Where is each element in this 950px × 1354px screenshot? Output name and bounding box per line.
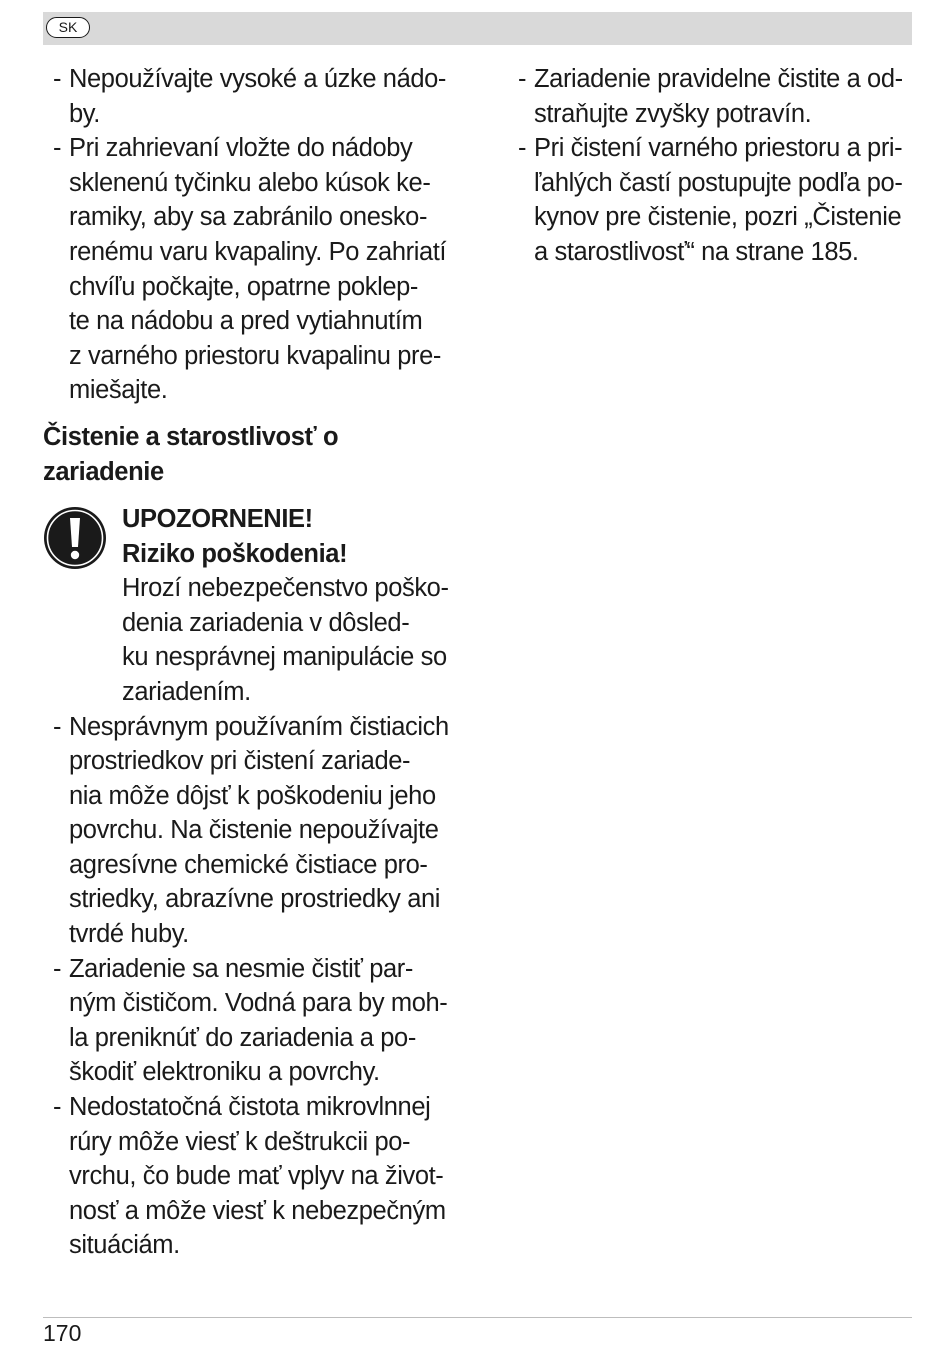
warning-notice: UPOZORNENIE! Riziko poškodenia! Hrozí nebezpečenstvo poško- denia zariadenia v dôsled- ku nesprávnej manipulácie so zariadením. [43, 502, 463, 710]
left-column [43, 62, 463, 1263]
list-item: - Pri čistení varného priestoru a pri- ľahlých častí postupujte podľa po- kynov pre čistenie, pozri „Čistenie a starostlivosť“ na strane 185. [518, 134, 903, 266]
list-item: - Zariadenie sa nesmie čistiť par- ným čističom. Vodná para by moh- la preniknúť do zariadenia a po- škodiť elektroniku a povrchy. [53, 954, 448, 1087]
list-item: - Nepoužívajte vysoké a úzke nádo- by. [53, 65, 447, 128]
footer-divider [43, 1317, 912, 1318]
list-item: - Nesprávnym používaním čistiacich prostriedkov pri čistení zariade- nia môže dôjsť k poškodeniu jeho povrchu. Na čistenie nepoužívajte agresívne chemické čistiace pro- striedky, abrazívne prostriedky ani tvrdé huby. [53, 712, 449, 949]
page-number: 170 [43, 1320, 82, 1346]
language-badge: SK [46, 17, 90, 38]
right-column [508, 62, 912, 270]
list-item: - Pri zahrievaní vložte do nádoby sklenenú tyčinku alebo kúsok ke- ramiky, aby sa zabránilo onesko- renému varu kvapaliny. Po zahriatí chvíľu počkajte, opatrne poklep- te na nádobu a pred vytiahnutím z varného priestoru kvapalinu pre- miešajte. [53, 134, 447, 405]
section-heading: Čistenie a starostlivosť o zariadenie [43, 422, 339, 486]
notice-title: UPOZORNENIE! [122, 504, 313, 533]
list-item: - Nedostatočná čistota mikrovlnnej rúry môže viesť k deštrukcii po- vrchu, čo bude mať vplyv na život- nosť a môže viesť k nebezpečným situáciám. [53, 1093, 446, 1260]
list-item: - Zariadenie pravidelne čistite a od- straňujte zvyšky potravín. [518, 65, 903, 128]
header-bar [43, 12, 912, 45]
notice-subtitle: Riziko poškodenia! [122, 539, 348, 568]
exclamation-icon [43, 506, 107, 570]
